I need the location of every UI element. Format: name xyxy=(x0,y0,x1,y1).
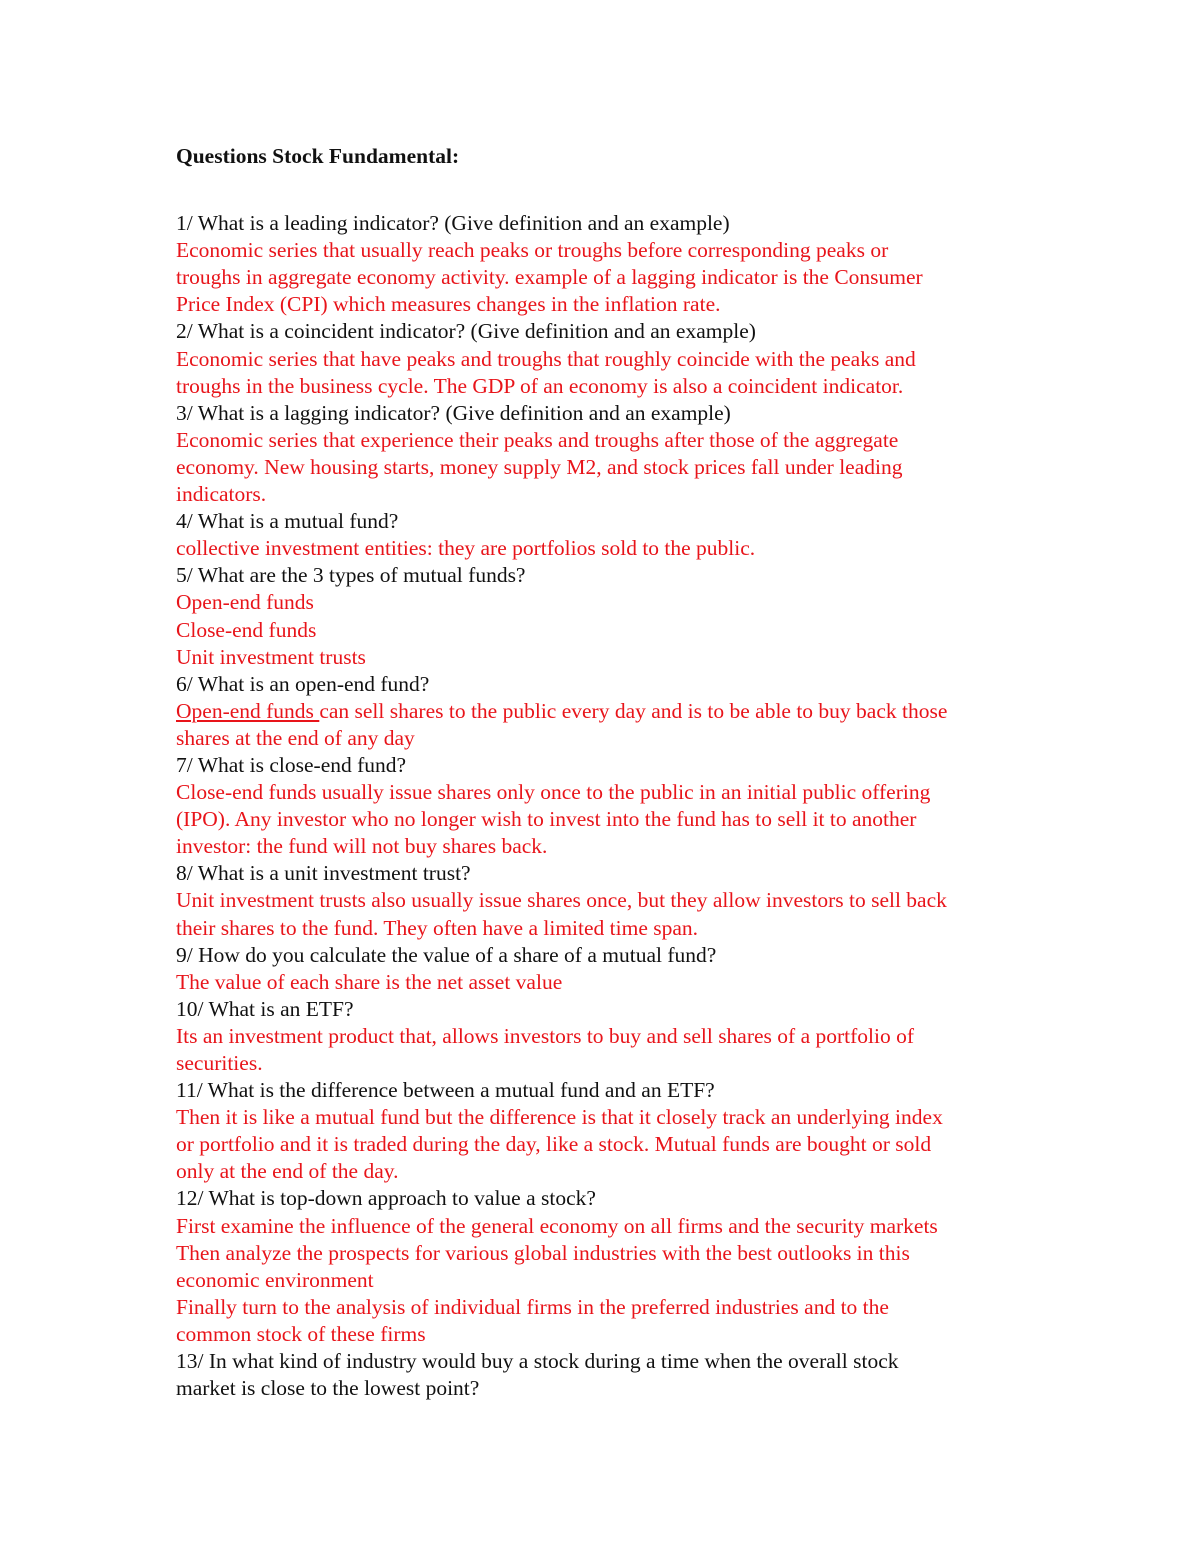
answer-line xyxy=(176,1267,1036,1294)
question-line xyxy=(176,1375,1036,1402)
line-text: collective investment entities: they are portfolios sold to the public. xyxy=(176,536,756,561)
line-text: securities. xyxy=(176,1051,263,1075)
answer-line xyxy=(176,725,1036,752)
answer-line xyxy=(176,1104,1036,1131)
line-text: only at the end of the day. xyxy=(176,1159,399,1184)
answer-line xyxy=(176,427,1036,454)
line-text: 2/ What is a coincident indicator? (Give definition and an example) xyxy=(176,319,756,344)
line-text: Economic series that have peaks and troughs that roughly coincide with the peaks and xyxy=(176,346,916,371)
answer-line xyxy=(176,454,1036,481)
line-text: 7/ What is close-end fund? xyxy=(176,752,407,777)
answer-line xyxy=(176,698,1036,725)
line-text: First examine the influence of the general economy on all firms and the security markets xyxy=(176,1213,938,1238)
line-text: 8/ What is a unit investment trust? xyxy=(176,861,471,886)
line-text: 6/ What is an open-end fund? xyxy=(176,671,430,696)
line-text: market is close to the lowest point? xyxy=(176,1376,480,1401)
answer-line xyxy=(176,915,1036,942)
answer-line xyxy=(176,237,1036,264)
line-text: economic environment xyxy=(176,1267,374,1292)
line-text: troughs in aggregate economy activity. example of a lagging indicator is the Consumer xyxy=(176,265,923,290)
document-title: Questions Stock Fundamental: xyxy=(176,144,460,168)
line-text: Unit investment trusts also usually issue shares once, but they allow investors to sell back xyxy=(176,888,947,913)
document-body xyxy=(176,143,1036,1402)
answer-line xyxy=(176,1131,1036,1158)
line-text: economy. New housing starts, money supply M2, and stock prices fall under leading xyxy=(176,454,903,479)
line-text: Price Index (CPI) which measures changes in the inflation rate. xyxy=(176,292,721,317)
title-spacer xyxy=(176,170,1036,210)
line-text: 5/ What are the 3 types of mutual funds? xyxy=(176,563,526,588)
answer-line xyxy=(176,535,1036,562)
answer-line xyxy=(176,1158,1036,1185)
answer-line xyxy=(176,779,1036,806)
line-text: 10/ What is an ETF? xyxy=(176,996,354,1021)
line-text: Close-end funds usually issue shares only once to the public in an initial public offering xyxy=(176,780,931,805)
question-line xyxy=(176,400,1036,427)
question-line xyxy=(176,508,1036,535)
line-text: Economic series that experience their peaks and troughs after those of the aggregate xyxy=(176,427,899,452)
question-line xyxy=(176,562,1036,589)
answer-line xyxy=(176,1050,1036,1077)
question-line xyxy=(176,860,1036,887)
line-text: Economic series that usually reach peaks or troughs before corresponding peaks or xyxy=(176,238,889,263)
line-text: shares at the end of any day xyxy=(176,725,415,750)
line-text: The value of each share is the net asset value xyxy=(176,969,563,994)
question-line xyxy=(176,671,1036,698)
answer-line xyxy=(176,1321,1036,1348)
answer-line xyxy=(176,1023,1036,1050)
line-text: common stock of these firms xyxy=(176,1321,426,1346)
answer-line xyxy=(176,589,1036,616)
question-line xyxy=(176,996,1036,1023)
answer-line xyxy=(176,833,1036,860)
line-text: troughs in the business cycle. The GDP of an economy is also a coincident indicator. xyxy=(176,373,904,398)
question-line xyxy=(176,210,1036,237)
underlined-term: Open-end funds xyxy=(176,698,320,723)
answer-line xyxy=(176,1294,1036,1321)
question-line xyxy=(176,1348,1036,1375)
question-line xyxy=(176,1077,1036,1104)
answer-line xyxy=(176,969,1036,996)
answer-line xyxy=(176,264,1036,291)
question-line xyxy=(176,752,1036,779)
line-text: Unit investment trusts xyxy=(176,644,366,669)
line-text: Then it is like a mutual fund but the difference is that it closely track an underlying index xyxy=(176,1105,943,1130)
line-text: can sell shares to the public every day and is to be able to buy back those xyxy=(319,698,948,723)
line-text: Its an investment product that, allows investors to buy and sell shares of a portfolio of xyxy=(176,1023,915,1048)
answer-line xyxy=(176,346,1036,373)
answer-line xyxy=(176,617,1036,644)
line-text: 4/ What is a mutual fund? xyxy=(176,509,399,534)
line-text: Close-end funds xyxy=(176,617,317,642)
line-text: (IPO). Any investor who no longer wish to invest into the fund has to sell it to another xyxy=(176,807,917,832)
answer-line xyxy=(176,291,1036,318)
question-line xyxy=(176,1185,1036,1212)
line-text: 12/ What is top-down approach to value a stock? xyxy=(176,1186,596,1211)
answer-line xyxy=(176,644,1036,671)
line-text: 11/ What is the difference between a mutual fund and an ETF? xyxy=(176,1078,715,1103)
answer-line xyxy=(176,373,1036,400)
line-text: 1/ What is a leading indicator? (Give definition and an example) xyxy=(176,211,730,236)
line-text: their shares to the fund. They often have a limited time span. xyxy=(176,915,699,940)
question-line xyxy=(176,318,1036,345)
answer-line xyxy=(176,1213,1036,1240)
answer-line xyxy=(176,806,1036,833)
line-text: Open-end funds xyxy=(176,590,314,615)
line-text: indicators. xyxy=(176,482,267,507)
line-text: or portfolio and it is traded during the day, like a stock. Mutual funds are bought or sold xyxy=(176,1132,932,1157)
qa-lines xyxy=(176,210,1036,1402)
answer-line xyxy=(176,887,1036,914)
answer-line xyxy=(176,481,1036,508)
line-text: 3/ What is a lagging indicator? (Give definition and an example) xyxy=(176,400,731,425)
question-line xyxy=(176,942,1036,969)
line-text: investor: the fund will not buy shares back. xyxy=(176,834,548,859)
line-text: 9/ How do you calculate the value of a share of a mutual fund? xyxy=(176,942,717,967)
line-text: Then analyze the prospects for various global industries with the best outlooks in this xyxy=(176,1240,910,1265)
answer-line xyxy=(176,1240,1036,1267)
line-text: Finally turn to the analysis of individual firms in the preferred industries and to the xyxy=(176,1294,889,1319)
line-text: 13/ In what kind of industry would buy a stock during a time when the overall stock xyxy=(176,1349,899,1374)
